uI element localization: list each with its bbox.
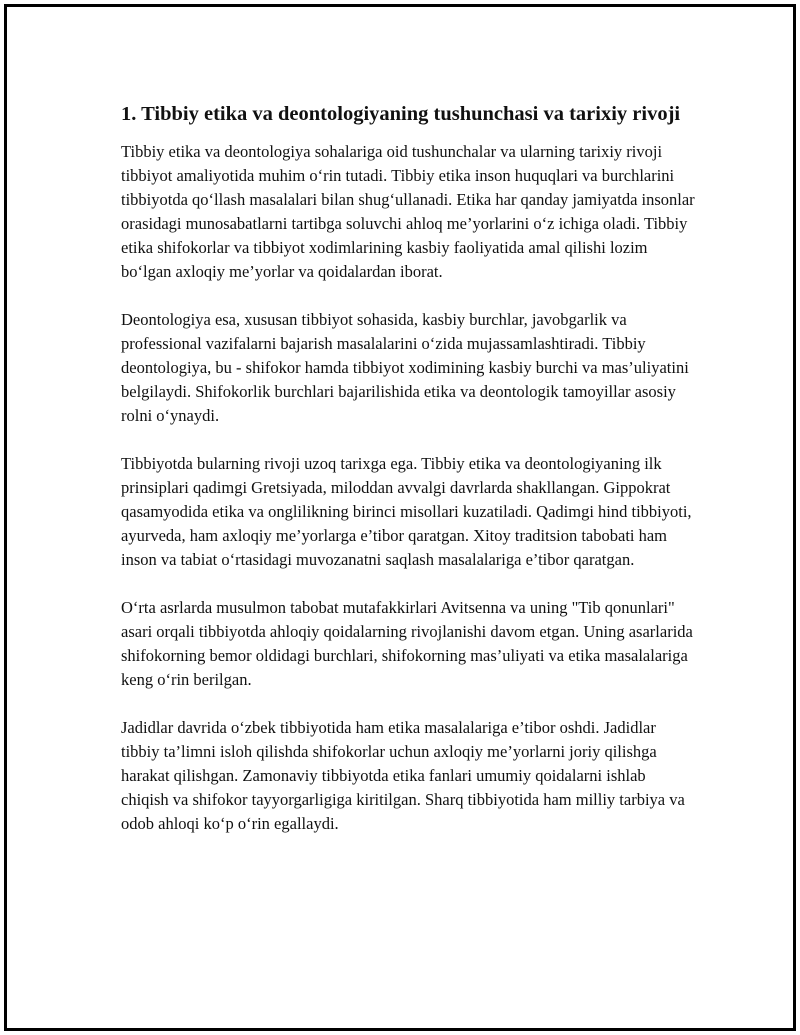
paragraph-deontology: Deontologiya esa, xususan tibbiyot sohasida, kasbiy burchlar, javobgarlik va professional vazifalarni bajarish masalalarini o‘zida mujassamlashtiradi. Tibbiy deontologiya, bu - shifokor hamda tibbiyot xodimining kasbiy burchi va mas’uliyatini belgilaydi. Shifokorlik burchlari bajarilishida etika va deontologik tamoyillar asosiy rolni o‘ynaydi. bbox=[121, 310, 689, 425]
page-title: 1. Tibbiy etika va deontologiyaning tushunchasi va tarixiy rivoji bbox=[121, 103, 681, 125]
paragraph-middle-ages: O‘rta asrlarda musulmon tabobat mutafakkirlari Avitsenna va uning "Tib qonunlari" asari orqali tibbiyotda ahloqiy qoidalarning rivojlanishi davom etgan. Uning asarlarida shifokorning bemor oldidagi burchlari, shifokorning mas’uliyati va etika masalalariga keng o‘rin berilgan. bbox=[121, 598, 693, 689]
paragraph-ethics-definition: Tibbiy etika va deontologiya sohalariga oid tushunchalar va ularning tarixiy rivoji tibbiyot amaliyotida muhim o‘rin tutadi. Tibbiy etika inson huquqlari va burchlarini tibbiyotda qo‘llash masalalari bilan shug‘ullanadi. Etika har qanday jamiyatda insonlar orasidagi munosabatlarni tartibga soluvchi ahloq me’yorlarini o‘z ichiga oladi. Tibbiy etika shifokorlar va tibbiyot xodimlarining kasbiy faoliyatida amal qilishi lozim bo‘lgan axloqiy me’yorlar va qoidalardan iborat. bbox=[121, 142, 695, 281]
document-body bbox=[121, 101, 697, 860]
paragraph-ancient-history: Tibbiyotda bularning rivoji uzoq tarixga ega. Tibbiy etika va deontologiyaning ilk prinsiplari qadimgi Gretsiyada, miloddan avvalgi davrlarda shakllangan. Gippokrat qasamyodida etika va onglilikning birinci misollari kuzatiladi. Qadimgi hind tibbiyoti, ayurveda, ham axloqiy me’yorlarga e’tibor qaratgan. Xitoy traditsion tabobati ham inson va tabiat o‘rtasidagi muvozanatni saqlash masalalariga e’tibor qaratgan. bbox=[121, 454, 692, 569]
page-frame bbox=[4, 4, 796, 1031]
paragraph-jadid-modern: Jadidlar davrida o‘zbek tibbiyotida ham etika masalalariga e’tibor oshdi. Jadidlar tibbiy ta’limni isloh qilishda shifokorlar uchun axloqiy me’yorlarni joriy qilishga harakat qilishgan. Zamonaviy tibbiyotda etika fanlari umumiy qoidalarni ishlab chiqish va shifokor tayyorgarligiga kiritilgan. Sharq tibbiyotida ham milliy tarbiya va odob ahloqi ko‘p o‘rin egallaydi. bbox=[121, 718, 685, 833]
